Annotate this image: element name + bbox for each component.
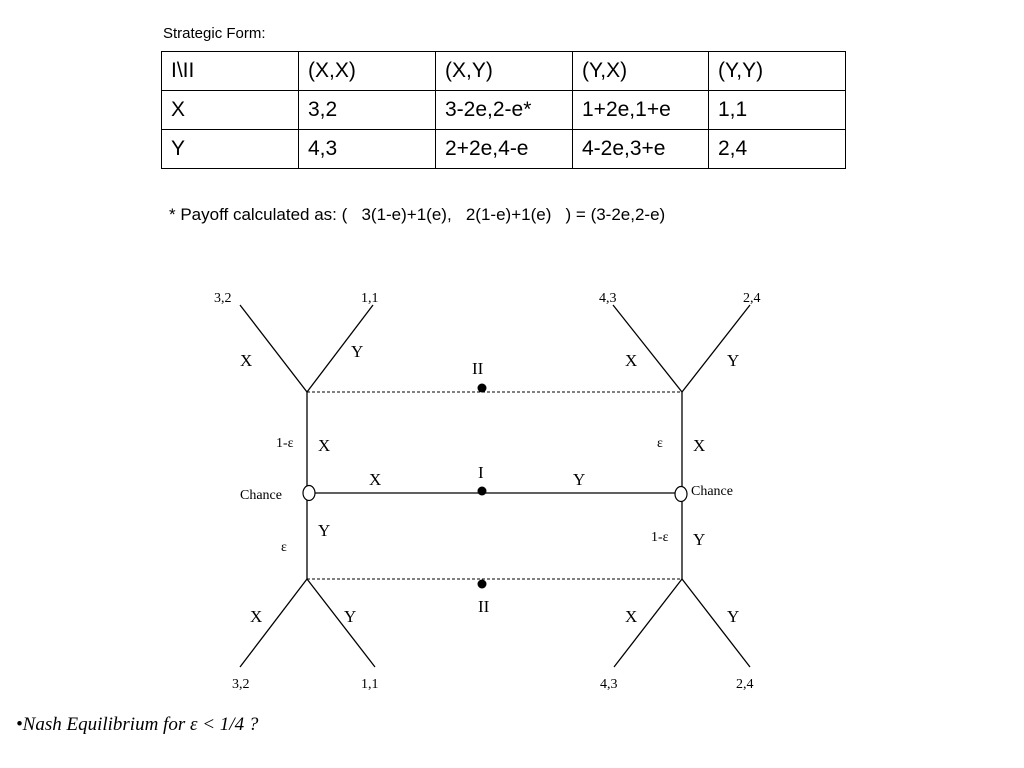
- table-header-cell: (X,Y): [436, 52, 573, 91]
- payoff-label: 1,1: [361, 291, 379, 306]
- top-left-x-branch: [240, 305, 307, 392]
- table-cell: 4-2e,3+e: [573, 130, 709, 169]
- strategic-form-title: Strategic Form:: [163, 25, 266, 42]
- payoff-label: 3,2: [232, 677, 250, 692]
- bottom-left-y-branch: [307, 579, 375, 667]
- top-right-y-branch: [682, 305, 750, 392]
- action-label: X: [240, 351, 253, 370]
- action-label: Y: [318, 521, 331, 540]
- payoff-label: 4,3: [599, 291, 617, 306]
- table-row-label: Y: [162, 130, 299, 169]
- chance-label: Chance: [240, 488, 282, 503]
- table-cell: 1,1: [709, 91, 846, 130]
- action-label: X: [625, 351, 638, 370]
- table-cell: 2+2e,4-e: [436, 130, 573, 169]
- action-label: Y: [573, 470, 586, 489]
- action-label: Y: [693, 530, 706, 549]
- payoff-label: 2,4: [736, 677, 754, 692]
- table-row-label: X: [162, 91, 299, 130]
- payoff-label: 3,2: [214, 291, 232, 306]
- action-label: X: [318, 436, 331, 455]
- action-label: X: [250, 607, 263, 626]
- probability-label: ε: [657, 436, 663, 451]
- table-header-cell: I\II: [162, 52, 299, 91]
- table-cell: 3-2e,2-e*: [436, 91, 573, 130]
- table-header-cell: (X,X): [299, 52, 436, 91]
- action-label: Y: [351, 342, 364, 361]
- player-label: II: [472, 359, 484, 378]
- action-label: Y: [727, 351, 740, 370]
- payoff-label: 1,1: [361, 677, 379, 692]
- action-label: X: [369, 470, 382, 489]
- chance-label: Chance: [691, 484, 733, 499]
- chance-node-left: [303, 486, 315, 501]
- probability-label: 1-ε: [651, 530, 669, 545]
- player-two-node-bottom: [478, 580, 487, 589]
- nash-equilibrium-question: •Nash Equilibrium for ε < 1/4 ?: [16, 714, 259, 735]
- table-header-cell: (Y,X): [573, 52, 709, 91]
- table-cell: 3,2: [299, 91, 436, 130]
- table-cell: 4,3: [299, 130, 436, 169]
- probability-label: 1-ε: [276, 436, 294, 451]
- payoff-label: 2,4: [743, 291, 761, 306]
- action-label: X: [625, 607, 638, 626]
- payoff-label: 4,3: [600, 677, 618, 692]
- chance-node-right: [675, 487, 687, 502]
- probability-label: ε: [281, 540, 287, 555]
- top-right-x-branch: [613, 305, 682, 392]
- table-cell: 1+2e,1+e: [573, 91, 709, 130]
- action-label: X: [693, 436, 706, 455]
- bottom-right-y-branch: [682, 579, 750, 667]
- table-cell: 2,4: [709, 130, 846, 169]
- table-header-cell: (Y,Y): [709, 52, 846, 91]
- action-label: Y: [344, 607, 357, 626]
- payoff-calculation-note: * Payoff calculated as: ( 3(1-e)+1(e), 2(1-e)+1(e) ) = (3-2e,2-e): [169, 205, 666, 224]
- player-two-node-top: [478, 384, 487, 393]
- action-label: Y: [727, 607, 740, 626]
- player-one-node: [478, 487, 487, 496]
- player-label: I: [478, 463, 484, 482]
- player-label: II: [478, 597, 490, 616]
